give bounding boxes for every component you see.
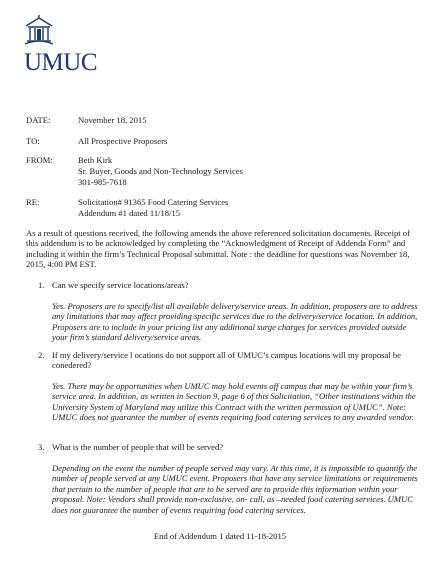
from-name: Beth Kirk	[78, 155, 113, 165]
date-label: DATE:	[26, 115, 51, 125]
date-value: November 18, 2015	[78, 115, 147, 125]
question-3: What is the number of people that will be served?	[52, 442, 224, 452]
answer-1: Yes. Proposers are to specify/list all available delivery/service areas. In addition, proposers are to address any limitations that may affect providing specific services due to the delivery/service location. In addition, Proposers are to include in your pricing list any additional surge charges for services provided outside your firm’s standard delivery/service areas.	[52, 301, 418, 343]
intro-paragraph: As a result of questions received, the following amends the above referenced solicitation documents. Receipt of this addendum is to be acknowledged by completing the “Acknowledgment of Receipt of Addenda Form” and including it within the firm’s Technical Proposal submittal. Note : the deadline for questions was November 18, 2015, 4:00 PM EST.	[26, 228, 410, 270]
from-phone: 301-985-7618	[78, 177, 127, 187]
addendum-footer: End of Addendum 1 dated 11-18-2015	[153, 531, 287, 541]
logo-wordmark: UMUC	[24, 49, 98, 76]
question-2: If my delivery/service l ocations do not support all of UMUC’s campus locations will my proposal be conedered?	[52, 350, 401, 371]
question-number-3: 3.	[38, 442, 45, 452]
to-label: TO:	[26, 136, 40, 146]
re-addendum: Addendum #1 dated 11/18/15	[78, 208, 181, 218]
re-solicitation: Solicitation# 91365 Food Catering Services	[78, 197, 229, 207]
to-value: All Prospective Proposers	[78, 136, 168, 146]
from-title: Sr. Buyer, Goods and Non-Technology Services	[78, 166, 243, 176]
question-number-1: 1.	[38, 280, 45, 290]
answer-3: Depending on the event the number of people served may vary. At this time, it is impossible to quantify the number of people served at any UMUC event. Proposers that have any service limitations or requirements that pertain to the number of people that are to be served are to provide this information within your proposal. Note: Vendors shall provide non-exclusive, on- call, as –needed food catering services. UMUC does not guarantee the number of events requiring food catering services.	[52, 463, 418, 515]
from-label: FROM:	[26, 155, 53, 165]
question-number-2: 2.	[38, 350, 45, 360]
re-label: RE:	[26, 197, 40, 207]
answer-2: Yes. There may be opportunities when UMUC may hold events off campus that may be within your firm’s service area. In addition, as written in Section 9, page 6 of this Solicitation, “Other institutions within the University System of Maryland may utilize this Contract with the written permission of UMUC”. Note: UMUC does not guarantee the number of events requiring food catering services to any awarded vendor.	[52, 381, 416, 423]
question-1: Can we specify service locations/areas?	[52, 280, 189, 290]
